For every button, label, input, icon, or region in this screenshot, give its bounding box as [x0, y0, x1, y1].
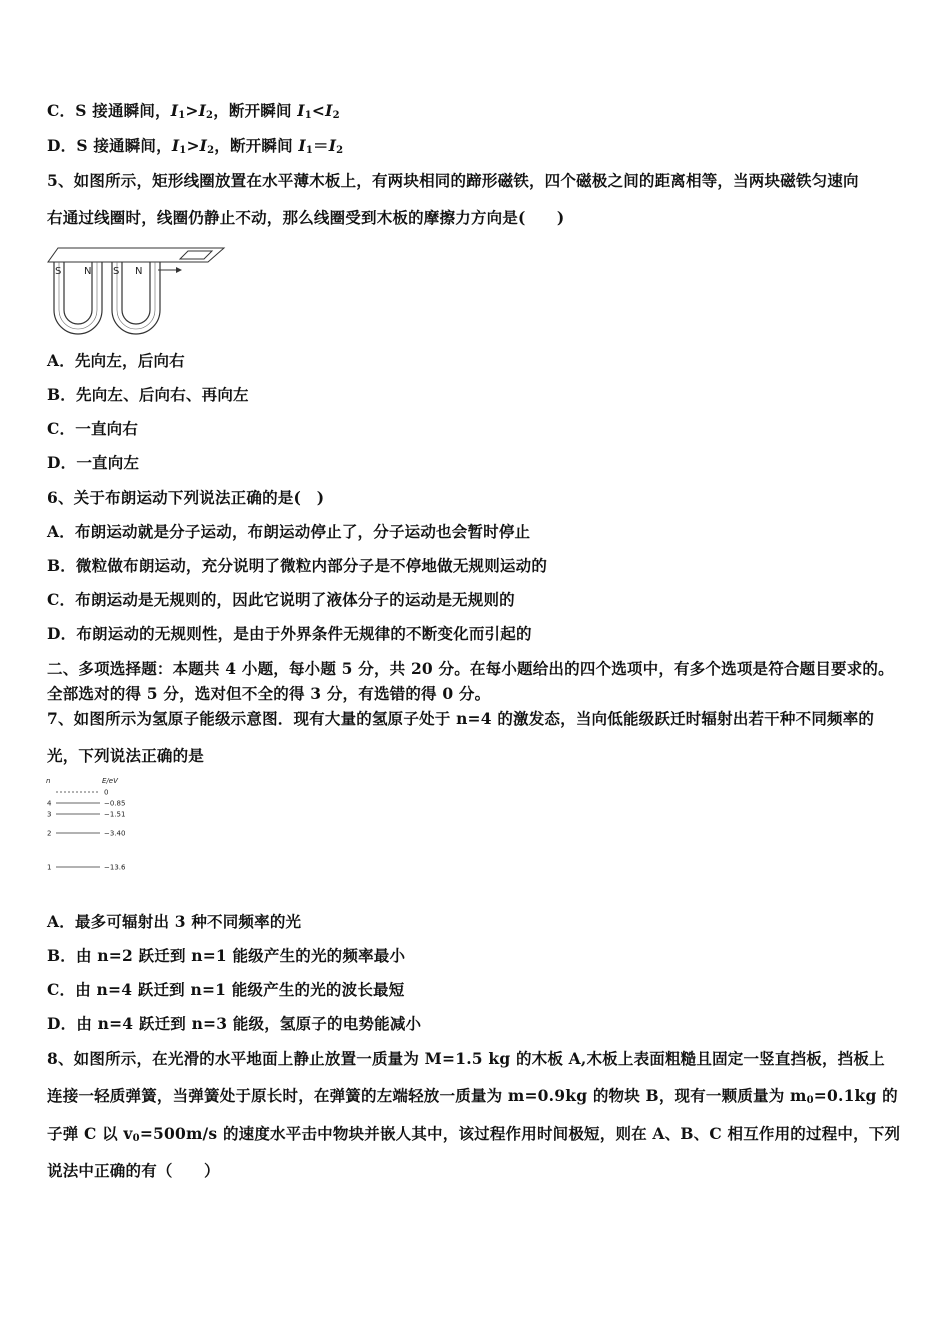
pole-label: S [55, 266, 62, 277]
pole-label: S [113, 266, 120, 277]
pole-label: N [84, 266, 92, 277]
q7-option-c: C．由 n=4 跃迁到 n=1 能级产生的光的波长最短 [47, 980, 405, 999]
level-energy-label: −0.85 [104, 799, 126, 808]
q6-option-b: B．微粒做布朗运动，充分说明了微粒内部分子是不停地做无规则运动的 [47, 556, 548, 575]
level-energy-label: 0 [104, 788, 109, 797]
level-energy-label: −1.51 [104, 810, 126, 819]
level-energy-label: −13.6 [104, 863, 126, 872]
q4-option-d: D．S 接通瞬间，$I_1>I_2$，断开瞬间 $I_1=I_2$ [47, 136, 344, 156]
q6-option-d: D．布朗运动的无规则性，是由于外界条件无规律的不断变化而引起的 [47, 624, 532, 643]
q6-option-c: C．布朗运动是无规则的，因此它说明了液体分子的运动是无规则的 [47, 590, 515, 609]
energy-axis-label: E/eV [102, 777, 118, 785]
arrow-head-icon [176, 267, 182, 273]
q4-option-c: C．S 接通瞬间，$I_1>I_2$，断开瞬间 $I_1<I_2$ [47, 101, 340, 121]
level-n-label: 4 [47, 799, 52, 808]
q6-option-a: A．布朗运动就是分子运动，布朗运动停止了，分子运动也会暂时停止 [47, 522, 531, 541]
q5-option-a: A．先向左，后向右 [47, 351, 185, 370]
q8-line2: 连接一轻质弹簧，当弹簧处于原长时，在弹簧的左端轻放一质量为 m=0.9kg 的物块 B，现有一颗质量为 $m_0=0.1kg$ 的 [47, 1086, 898, 1106]
level-energy-label: −3.40 [104, 829, 126, 838]
level-n-label: 3 [47, 810, 52, 819]
q5-option-c: C．一直向右 [47, 419, 139, 438]
q5-option-b: B．先向左、后向右、再向左 [47, 385, 249, 404]
n-axis-label: n [46, 777, 51, 785]
q5-option-d: D．一直向左 [47, 453, 140, 472]
level-n-label: 1 [47, 863, 52, 872]
q7-stem-line2: 光，下列说法正确的是 [47, 746, 205, 765]
rectangular-coil [180, 251, 212, 259]
q5-stem-line2: 右通过线圈时，线圈仍静止不动，那么线圈受到木板的摩擦力方向是( ) [47, 208, 565, 227]
q8-line1: 8、如图所示，在光滑的水平地面上静止放置一质量为 M=1.5 kg 的木板 A,木板上表面粗糙且固定一竖直挡板，挡板上 [47, 1049, 885, 1068]
q7-option-b: B．由 n=2 跃迁到 n=1 能级产生的光的频率最小 [47, 946, 406, 965]
level-n-label: 2 [47, 829, 52, 838]
q6-stem: 6、关于布朗运动下列说法正确的是( ) [47, 488, 325, 507]
pole-label: N [135, 266, 143, 277]
q7-option-a: A．最多可辐射出 3 种不同频率的光 [47, 912, 302, 931]
section2-heading-line2: 全部选对的得 5 分，选对但不全的得 3 分，有选错的得 0 分。 [47, 684, 491, 703]
section2-heading-line1: 二、多项选择题：本题共 4 小题，每小题 5 分，共 20 分。在每小题给出的四个选项中，有多个选项是符合题目要求的。 [47, 659, 894, 678]
q7-energy-level-diagram [44, 774, 154, 876]
q5-stem-line1: 5、如图所示，矩形线圈放置在水平薄木板上，有两块相同的蹄形磁铁，四个磁极之间的距离相等，当两块磁铁匀速向 [47, 171, 859, 190]
q5-magnet-figure [46, 240, 226, 345]
q8-line3: 子弹 C 以 $v_0=500m/s$ 的速度水平击中物块并嵌人其中，该过程作用时间极短，则在 A、B、C 相互作用的过程中，下列 [47, 1124, 901, 1144]
q7-stem-line1: 7、如图所示为氢原子能级示意图．现有大量的氢原子处于 n=4 的激发态，当向低能级跃迁时辐射出若干种不同频率的 [47, 709, 875, 728]
q7-option-d: D．由 n=4 跃迁到 n=3 能级，氢原子的电势能减小 [47, 1014, 422, 1033]
wooden-board [48, 248, 224, 262]
q8-line4: 说法中正确的有（ ） [47, 1161, 220, 1180]
